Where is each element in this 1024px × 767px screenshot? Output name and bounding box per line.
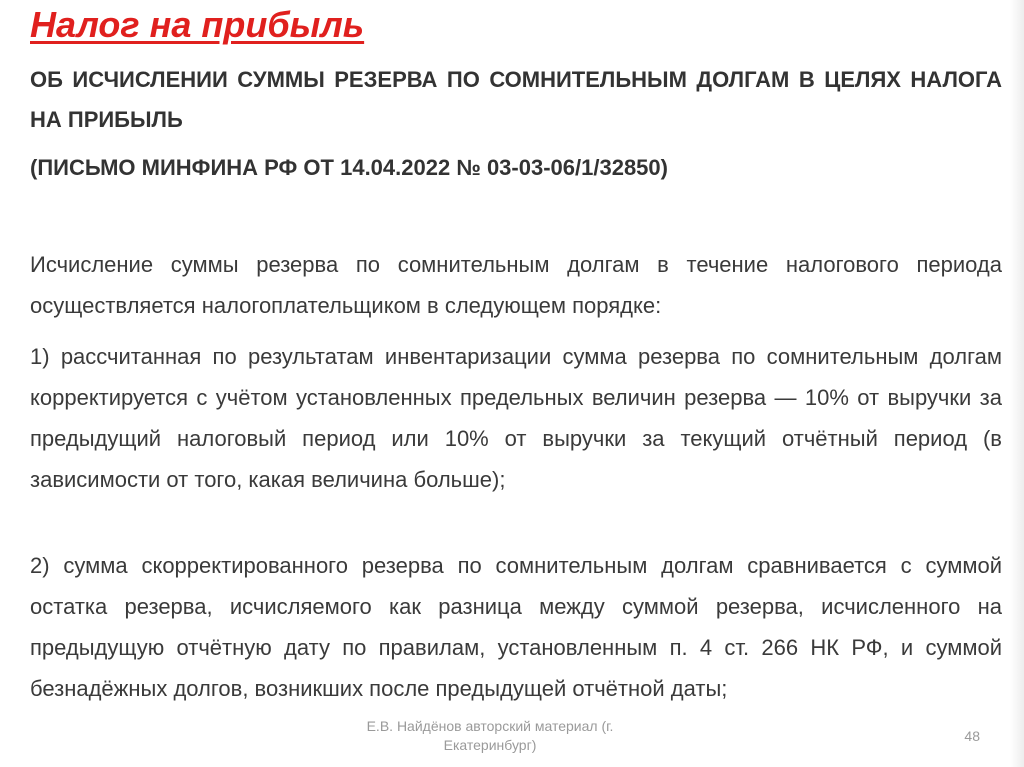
heading-main: ОБ ИСЧИСЛЕНИИ СУММЫ РЕЗЕРВА ПО СОМНИТЕЛЬНЫМ ДОЛГАМ В ЦЕЛЯХ НАЛОГА НА ПРИБЫЛЬ [30, 67, 1002, 132]
paragraph-intro: Исчисление суммы резерва по сомнительным долгам в течение налогового периода осуществляется налогоплательщиком в следующем порядке: [30, 252, 1002, 318]
page-number: 48 [964, 728, 980, 744]
heading-source: (ПИСЬМО МИНФИНА РФ ОТ 14.04.2022 № 03-03-06/1/32850) [30, 155, 668, 180]
edge-shadow [1010, 0, 1024, 767]
paragraph-item-2: 2) сумма скорректированного резерва по сомнительным долгам сравнивается с суммой остатка резерва, исчисляемого как разница между суммой резерва, исчисленного на предыдущую отчётную дату по правилам, установленным п. 4 ст. 266 НК РФ, и суммой безнадёжных долгов, возникших после предыдущей отчётной даты; [30, 553, 1002, 701]
slide-title: Налог на прибыль [30, 4, 365, 45]
footer-author: Е.В. Найдёнов авторский материал (г. Екатеринбург) [366, 718, 614, 753]
paragraph-item-1: 1) рассчитанная по результатам инвентаризации сумма резерва по сомнительным долгам корректируется с учётом установленных предельных величин резерва — 10% от выручки за предыдущий налоговый период или 10% от выручки за текущий отчётный период (в зависимости от того, какая величина больше); [30, 344, 1002, 492]
